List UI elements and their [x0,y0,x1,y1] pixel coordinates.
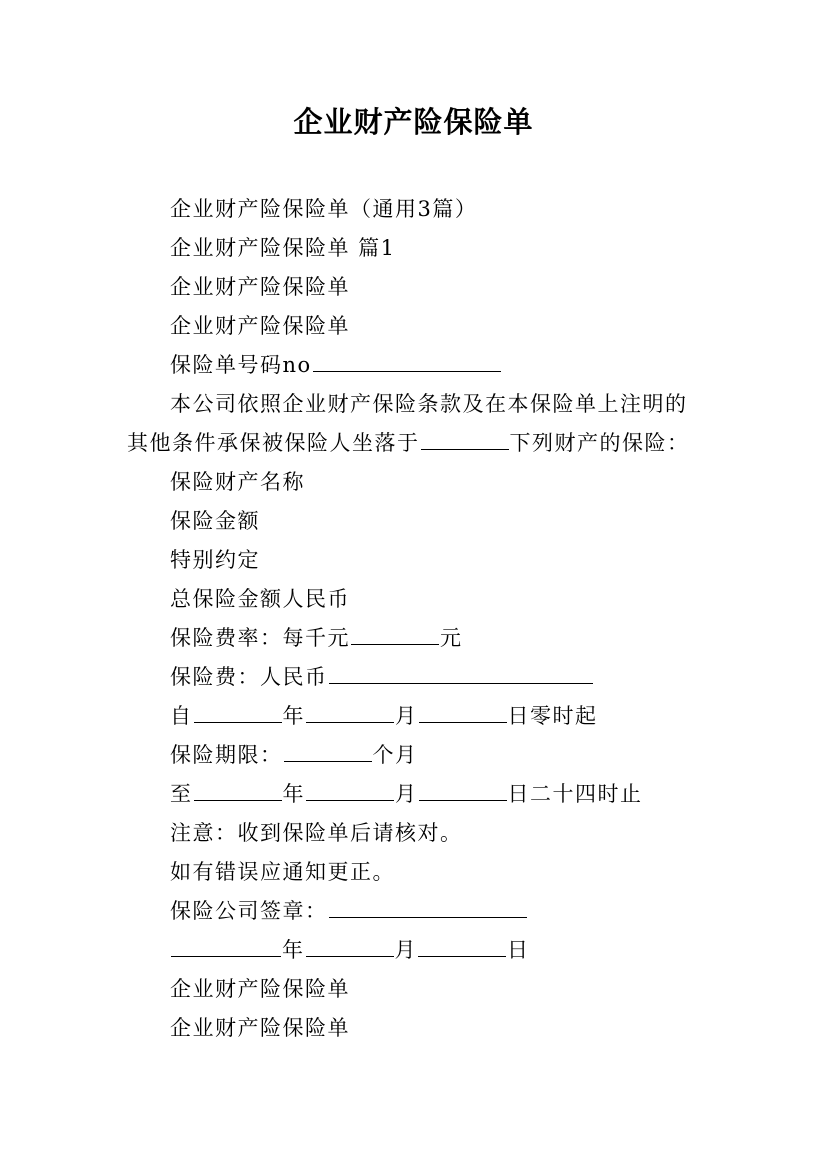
text: 日零时起 [507,704,598,728]
text: 个月 [372,743,418,767]
section-heading [170,229,396,268]
text: 下列财产的保险： [509,431,690,455]
text: 年 [282,938,305,962]
text: 保险金额 [170,509,260,533]
location-blank [421,427,509,450]
notice-line [170,814,463,853]
text: 其他条件承保被保险人坐落于 [127,431,420,455]
text: 元 [440,626,463,650]
month-blank [306,700,394,723]
text: 保险费：人民币 [170,665,328,689]
text-line [170,268,350,307]
text: 月 [395,782,418,806]
policy-number-blank [313,349,501,372]
text: 注意：收到保险单后请核对。 [170,821,463,845]
text: 保险费率：每千元 [170,626,350,650]
policy-number-line [170,346,502,385]
end-date-line [170,775,643,814]
text: 日二十四时止 [507,782,643,806]
month-blank [306,778,394,801]
paragraph-line [127,424,690,463]
text: 月 [394,938,417,962]
text: 保险期限： [170,743,283,767]
field-line [170,502,260,541]
signature-blank [329,895,527,918]
text: 如有错误应通知更正。 [170,860,395,884]
text: 至 [170,782,193,806]
year-blank [194,778,282,801]
text: 保险单号码no [170,353,312,377]
text: 年 [282,704,305,728]
text: 企业财产险保险单 [170,977,350,1001]
field-line [170,463,305,502]
year-blank [171,934,281,957]
text: 特别约定 [170,548,260,572]
text: 自 [170,704,193,728]
text: 企业财产险保险单 [170,275,350,299]
text: 企业财产险保险单（通用3篇） [170,197,478,221]
text: 年 [282,782,305,806]
text: 企业财产险保险单 篇1 [170,236,396,260]
text: 日 [507,938,530,962]
year-blank [194,700,282,723]
text-line [170,307,350,346]
day-blank [419,700,507,723]
premium-line [170,658,594,697]
subtitle-line [170,190,477,229]
text: 总保险金额人民币 [170,587,350,611]
text: 月 [395,704,418,728]
rate-blank [351,622,439,645]
premium-blank [329,661,593,684]
day-blank [419,778,507,801]
month-blank [306,934,394,957]
text: 保险财产名称 [170,470,305,494]
text-line [170,970,350,1009]
text: 保险公司签章： [170,899,328,923]
period-line [170,736,418,775]
paragraph-line [170,385,688,424]
field-line [170,541,260,580]
document-title: 企业财产险保险单 [293,105,534,139]
text: 本公司依照企业财产保险条款及在本保险单上注明的 [170,392,688,416]
signature-line [170,892,528,931]
text: 企业财产险保险单 [170,314,350,338]
period-blank [284,739,372,762]
field-line [170,580,350,619]
day-blank [418,934,506,957]
rate-line [170,619,463,658]
text: 企业财产险保险单 [170,1016,350,1040]
start-date-line [170,697,598,736]
notice-line [170,853,395,892]
signature-date-line [170,931,530,970]
text-line [170,1009,350,1048]
